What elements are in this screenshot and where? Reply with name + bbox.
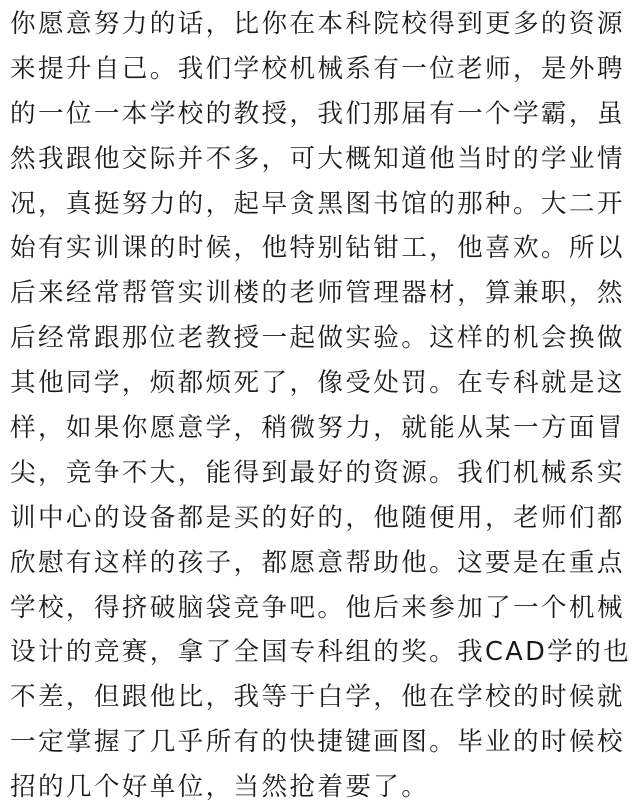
text-line-1: 你愿意努力的话，比你在本科院校得到更多的资源 — [10, 9, 625, 39]
text-line-9: 其他同学，烦都烦死了，像受处罚。在专科就是这 — [10, 368, 625, 399]
text-line-15: 设计的竞赛，拿了全国专科组的奖。我CAD学的也 — [10, 637, 632, 668]
text-line-13: 欣慰有这样的孩子，都愿意帮助他。这要是在重点 — [10, 547, 625, 578]
text-line-18: 招的几个好单位，当然抢着要了。 — [10, 772, 430, 803]
text-line-6: 始有实训课的时候，他特别钻钳工，他喜欢。所以 — [10, 233, 625, 264]
text-line-5: 况，真挺努力的，起早贪黑图书馆的那种。大二开 — [10, 188, 625, 219]
text-line-2: 来提升自己。我们学校机械系有一位老师，是外聘 — [10, 53, 625, 84]
text-line-8: 后经常跟那位老教授一起做实验。这样的机会换做 — [10, 323, 625, 354]
text-line-7: 后来经常帮管实训楼的老师管理器材，算兼职，然 — [10, 278, 625, 309]
text-line-3: 的一位一本学校的教授，我们那届有一个学霸，虽 — [10, 98, 625, 129]
text-line-4: 然我跟他交际并不多，可大概知道他当时的学业情 — [10, 143, 625, 174]
text-line-17: 一定掌握了几乎所有的快捷键画图。毕业的时候校 — [10, 727, 625, 758]
text-line-14: 学校，得挤破脑袋竞争吧。他后来参加了一个机械 — [10, 592, 625, 623]
text-line-16: 不差，但跟他比，我等于白学，他在学校的时候就 — [10, 682, 625, 713]
text-line-10: 样，如果你愿意学，稍微努力，就能从某一方面冒 — [10, 413, 625, 444]
text-line-11: 尖，竞争不大，能得到最好的资源。我们机械系实 — [10, 457, 625, 488]
text-line-12: 训中心的设备都是买的好的，他随便用，老师们都 — [10, 502, 625, 533]
